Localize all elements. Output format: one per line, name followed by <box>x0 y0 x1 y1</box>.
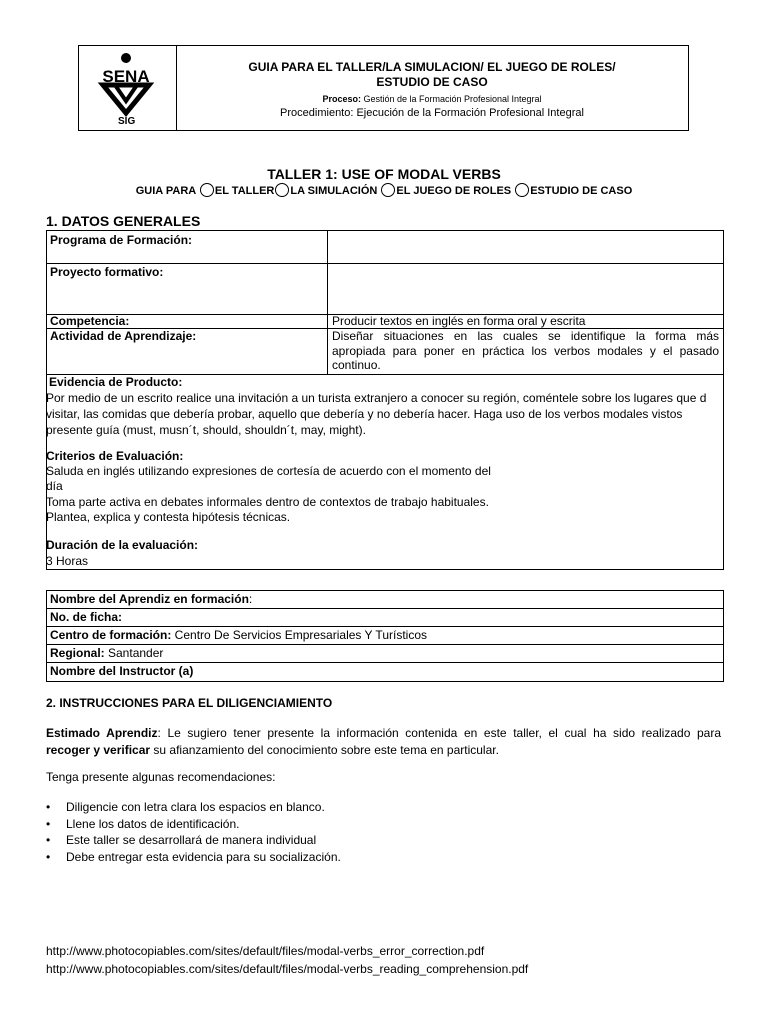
actividad-label: Actividad de Aprendizaje: <box>50 329 197 343</box>
recomendaciones-intro: Tenga presente algunas recomendaciones: <box>46 770 276 784</box>
sena-logo-text: SENA <box>102 67 150 86</box>
page-title: TALLER 1: USE OF MODAL VERBS <box>267 166 501 182</box>
ficha-row[interactable]: No. de ficha: <box>50 610 123 624</box>
radio-taller[interactable] <box>200 183 214 197</box>
sena-logo <box>79 46 177 130</box>
header-procedimiento: Procedimiento: Ejecución de la Formación Profesional Integral <box>280 107 584 119</box>
regional-row: Regional: Santander <box>50 646 164 660</box>
evidencia-label: Evidencia de Producto: <box>49 375 183 389</box>
evidencia-block: Evidencia de Producto: Por medio de un escrito realice una invitación a un turista extranjero a conocer su región, coméntele sobre los lugares que d visitar, las comidas que debería probar, aquello que debería y no debería hacer. Haga uso de los verbos modales vistos presente guía (must, musn´t, should, shouldn´t, may, might). <box>46 375 723 438</box>
proyecto-field[interactable] <box>329 265 722 313</box>
instructor-row[interactable]: Nombre del Instructor (a) <box>50 664 194 678</box>
section-2-title: 2. INSTRUCCIONES PARA EL DILIGENCIAMIENTO <box>46 696 333 710</box>
recomendaciones-list <box>46 799 646 865</box>
list-item: • Este taller se desarrollará de manera individual <box>46 832 646 849</box>
document-header <box>78 45 689 131</box>
programa-label: Programa de Formación: <box>50 233 193 247</box>
criterios-block: Criterios de Evaluación: Saluda en inglés utilizando expresiones de cortesía de acuerdo con el momento del día Toma parte activa en debates informales dentro de contextos de trabajo habituales. Plantea, explica y contesta hipótesis técnicas. <box>46 449 723 526</box>
duracion-block <box>46 538 198 569</box>
actividad-value: Diseñar situaciones en las cuales se identifique la forma más apropiada para poner en práctica los verbos modales y el pasado continuo. <box>332 329 719 372</box>
radio-simulacion[interactable] <box>275 183 289 197</box>
list-item: • Diligencie con letra clara los espacios en blanco. <box>46 799 646 816</box>
section-1-title: 1. DATOS GENERALES <box>46 213 201 229</box>
link-reading-comprehension[interactable]: http://www.photocopiables.com/sites/default/files/modal-verbs_reading_comprehension.pdf <box>46 962 529 976</box>
header-proceso: Proceso: Gestión de la Formación Profesional Integral <box>322 94 542 104</box>
sena-logo-icon <box>93 51 159 117</box>
criterios-label: Criterios de Evaluación: <box>46 449 184 463</box>
programa-field[interactable] <box>329 232 722 262</box>
aprendiz-nombre-row[interactable]: Nombre del Aprendiz en formación: <box>50 592 253 606</box>
sig-label: SIG <box>118 116 136 127</box>
instrucciones-paragraph: Estimado Aprendiz: Le sugiero tener presente la información contenida en este taller, el cual ha sido realizado para recoger y verificar su afianzamiento del conocimiento sobre este tema en particular. <box>46 726 721 757</box>
proyecto-label: Proyecto formativo: <box>50 265 164 279</box>
list-item: • Debe entregar esta evidencia para su socialización. <box>46 849 646 866</box>
competencia-value: Producir textos en inglés en forma oral y escrita <box>332 314 586 328</box>
competencia-label: Competencia: <box>50 314 130 328</box>
header-title: GUIA PARA EL TALLER/LA SIMULACION/ EL JUEGO DE ROLES/ ESTUDIO DE CASO <box>248 60 616 89</box>
duracion-value: 3 Horas <box>46 553 89 568</box>
duracion-label: Duración de la evaluación: <box>46 538 199 552</box>
guia-options: GUIA PARA EL TALLER LA SIMULACIÓN EL JUEGO DE ROLES ESTUDIO DE CASO <box>135 185 633 197</box>
radio-estudio-de-caso[interactable] <box>515 183 529 197</box>
list-item: • Llene los datos de identificación. <box>46 816 646 833</box>
centro-row: Centro de formación: Centro De Servicios Empresariales Y Turísticos <box>50 628 427 642</box>
radio-juego-de-roles[interactable] <box>381 183 395 197</box>
link-error-correction[interactable]: http://www.photocopiables.com/sites/default/files/modal-verbs_error_correction.pdf <box>46 944 485 958</box>
